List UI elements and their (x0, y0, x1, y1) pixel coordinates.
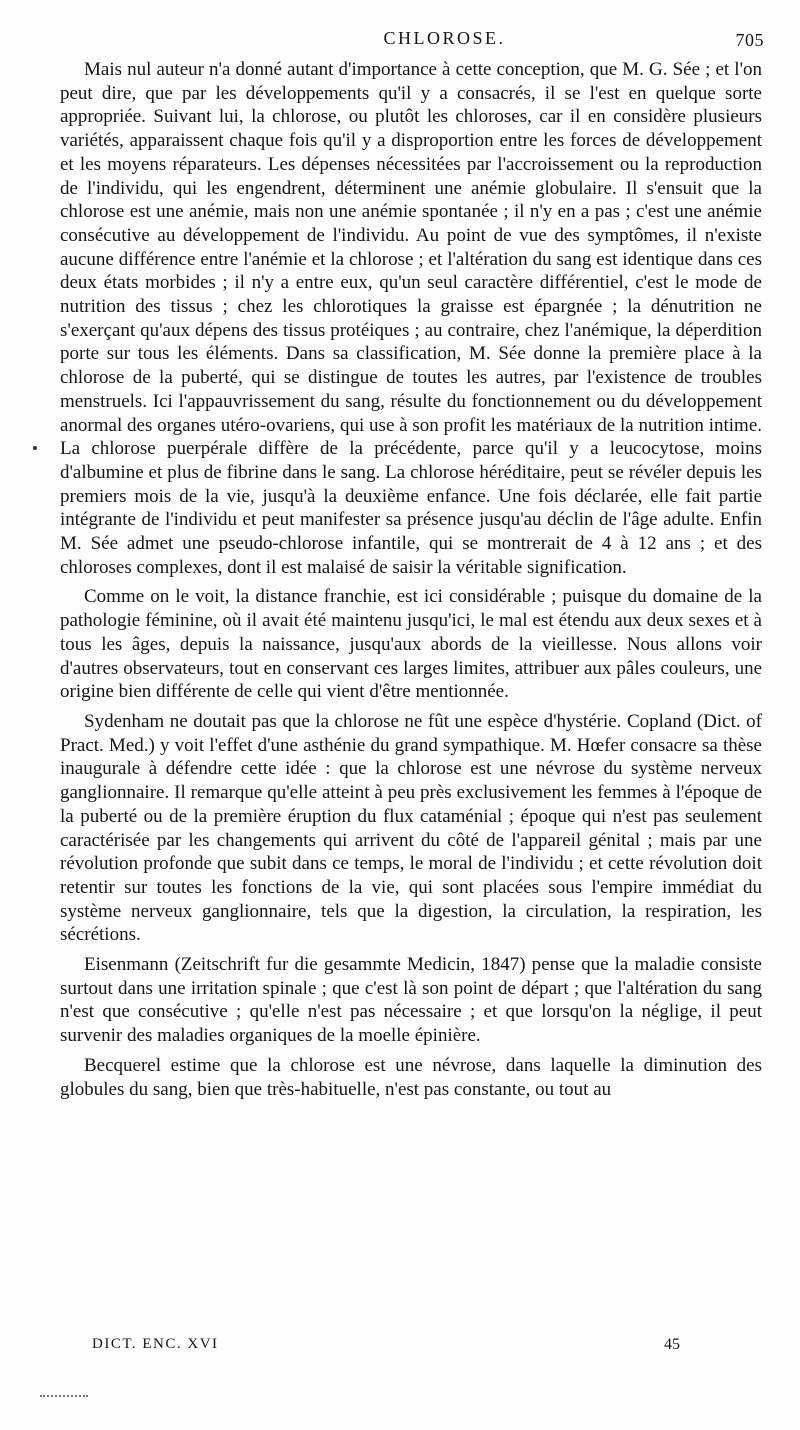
sheet-number: 45 (664, 1336, 680, 1353)
paragraph-becquerel: Becquerel estime que la chlorose est une névrose, dans laquelle la diminution des globules du sang, bien que très-habituelle, n'est pas constante, ou tout au (60, 1054, 762, 1100)
paragraph-sydenham: Sydenham ne doutait pas que la chlorose ne fût une espèce d'hystérie. Copland (Dict. of Pract. Med.) y voit l'effet d'une asthénie du grand sympathique. M. Hœfer consacre sa thèse inaugurale à défendre cette idée : que la chlorose est une névrose du système nerveux ganglionnaire. Il remarque qu'elle atteint à peu près exclusivement les femmes à l'époque de la puberté ou de la première éruption du flux cataménial ; époque qui n'est pas seulement caractérisée par les changements qui arrivent du côté de l'appareil génital ; mais par une révolution profonde que subit dans ce temps, le moral de l'individu ; et cette révolution doit retentir sur toutes les fonctions de la vie, qui sont placées sous l'empire immédiat du système nerveux ganglionnaire, tels que la digestion, la circulation, la respiration, les sécrétions. (60, 710, 762, 946)
body-text (60, 58, 762, 1101)
paragraph-see: Mais nul auteur n'a donné autant d'importance à cette conception, que M. G. Sée ; et l'on peut dire, que par les développements qu'il y a consacrés, il se l'est en quelque sorte appropriée. Suivant lui, la chlorose, ou plutôt les chloroses, car il en considère plusieurs variétés, apparaissent chaque fois qu'il y a disproportion entre les forces de développement et les moyens réparateurs. Les dépenses nécessitées par l'accroissement ou la reproduction de l'individu, qui les engendrent, déterminent une anémie globulaire. Il s'ensuit que la chlorose est une anémie, mais non une anémie spontanée ; il n'y en a pas ; c'est une anémie consécutive au développement de l'individu. Au point de vue des symptômes, il n'existe aucune différence entre l'anémie et la chlorose ; et l'altération du sang est identique dans ces deux états morbides ; il n'y a entre eux, qu'un seul caractère différentiel, c'est le mode de nutrition des tissus ; chez les chlorotiques la graisse est épargnée ; la dénutrition ne s'exerçant qu'aux dépens des tissus protéiques ; au contraire, chez l'anémique, la déperdition porte sur tous les éléments. Dans sa classification, M. Sée donne la première place à la chlorose de la puberté, qui se distingue de toutes les autres, par l'existence de troubles menstruels. Ici l'appauvrissement du sang, résulte du fonctionnement ou du développement anormal des organes utéro-ovariens, qui use à son profit les matériaux de la nutrition intime. La chlorose puerpérale diffère de la précédente, parce qu'il y a leucocytose, moins d'albumine et plus de fibrine dans le sang. La chlorose héréditaire, peut se révéler depuis les premiers mois de la vie, jusqu'à la deuxième enfance. Une fois déclarée, elle fait partie intégrante de l'individu et peut manifester sa présence jusqu'au déclin de l'âge adulte. Enfin M. Sée admet une pseudo-chlorose infantile, qui se montrerait de 4 à 12 ans ; et des chloroses complexes, dont il est malaisé de saisir la véritable signification. (60, 59, 762, 578)
printer-signature: DICT. ENC. XVI (92, 1336, 219, 1352)
page-number: 705 (735, 30, 764, 50)
paragraph-eisenmann: Eisenmann (Zeitschrift fur die gesammte Medicin, 1847) pense que la maladie consiste surtout dans une irritation spinale ; que c'est là son point de départ ; que l'altération du sang n'est que consécutive ; qu'elle n'est pas nécessaire ; et que lorsqu'on la néglige, il peut survenir des maladies organiques de la moelle épinière. (60, 954, 762, 1047)
paragraph-distance: Comme on le voit, la distance franchie, est ici considérable ; puisque du domaine de la pathologie féminine, où il avait été maintenu jusqu'ici, le mal est étendu aux deux sexes et à tous les âges, depuis la naissance, jusqu'aux abords de la vieillesse. Nous allons voir d'autres observateurs, tout en conservant ces larges limites, attribuer aux pâles couleurs, une origine bien différente de celle qui vient d'être mentionnée. (60, 586, 762, 703)
page-header (85, 28, 764, 52)
running-title: CHLOROSE. (383, 28, 506, 48)
margin-mark (33, 446, 37, 450)
page-footer (92, 1336, 680, 1358)
dotted-rule (40, 1395, 88, 1397)
